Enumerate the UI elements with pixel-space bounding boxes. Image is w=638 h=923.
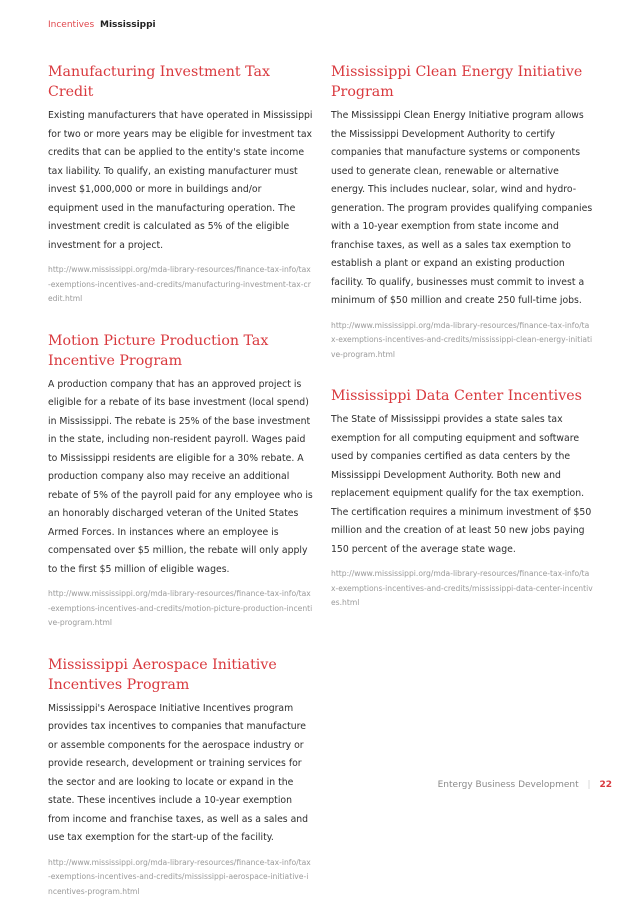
breadcrumb-current: Mississippi xyxy=(100,20,156,30)
section-clean-energy-initiative xyxy=(331,62,593,362)
section-body: A production company that has an approved project is eligible for a rebate of its base investment (local spend) in Mississippi. The rebate is 25% of the base investment in the state, including non-resident payroll. Wages paid to Mississippi residents are eligible for a 30% rebate. A production company also may receive an additional rebate of 5% of the payroll paid for any employee who is an honorably discharged veteran of the United States Armed Forces. In instances where an employee is compensated over $5 million, the rebate will only apply to the first $5 million of eligible wages. xyxy=(48,378,313,575)
section-title: Motion Picture Production Tax Incentive Program xyxy=(48,332,269,369)
section-link[interactable]: http://www.mississippi.org/mda-library-resources/finance-tax-info/tax-exemptions-incentives-and-credits/mississippi-aerospace-initiative-incentives-program.html xyxy=(48,857,311,896)
section-motion-picture-incentive xyxy=(48,331,313,631)
section-link[interactable]: http://www.mississippi.org/mda-library-resources/finance-tax-info/tax-exemptions-incentives-and-credits/manufacturing-investment-tax-credit.html xyxy=(48,265,311,303)
section-title: Mississippi Clean Energy Initiative Program xyxy=(331,64,583,100)
section-aerospace-initiative xyxy=(48,655,313,900)
footer-separator: | xyxy=(587,780,591,790)
section-title: Manufacturing Investment Tax Credit xyxy=(48,64,270,100)
page-footer xyxy=(438,780,612,790)
section-body: The Mississippi Clean Energy Initiative program allows the Mississippi Development Authority to certify companies that manufacture systems or components used to generate clean, renewable or alternative energy. This includes nuclear, solar, wind and hydro-generation. The program provides qualifying companies with a 10-year exemption from state income and franchise taxes, as well as a sales tax exemption to establish a plant or expand an existing production facility. To qualify, businesses must commit to invest a minimum of $50 million and create 250 full-time jobs. xyxy=(331,110,593,306)
breadcrumb xyxy=(48,20,156,30)
breadcrumb-parent[interactable]: Incentives xyxy=(48,20,95,30)
section-link[interactable]: http://www.mississippi.org/mda-library-resources/finance-tax-info/tax-exemptions-incentives-and-credits/mississippi-data-center-incentives.html xyxy=(331,569,593,607)
section-title: Mississippi Aerospace Initiative Incentives Program xyxy=(48,656,277,693)
section-manufacturing-tax-credit xyxy=(48,62,313,307)
section-body: Existing manufacturers that have operated in Mississippi for two or more years may be eligible for investment tax credits that can be applied to the entity's state income tax liability. To qualify, an existing manufacturer must invest $1,000,000 or more in buildings and/or equipment used in the manufacturing operation. The investment credit is calculated as 5% of the eligible investment for a project. xyxy=(48,110,313,251)
section-link[interactable]: http://www.mississippi.org/mda-library-resources/finance-tax-info/tax-exemptions-incentives-and-credits/motion-picture-production-incentive-program.html xyxy=(48,589,313,627)
right-column xyxy=(331,62,593,635)
footer-publisher: Entergy Business Development xyxy=(437,780,579,790)
left-column xyxy=(48,62,313,923)
section-title: Mississippi Data Center Incentives xyxy=(331,388,582,404)
page-number: 22 xyxy=(599,780,612,790)
section-data-center-incentives xyxy=(331,386,593,611)
section-body: The State of Mississippi provides a state sales tax exemption for all computing equipment and software used by companies certified as data centers by the Mississippi Development Authority. Both new and replacement equipment qualify for the tax exemption. The certification requires a minimum investment of $50 million and the creation of at least 50 new jobs paying 150 percent of the average state wage. xyxy=(331,414,592,555)
section-body: Mississippi's Aerospace Initiative Incentives program provides tax incentives to companies that manufacture or assemble components for the aerospace industry or provide research, development or training services for the sector and are looking to locate or expand in the state. These incentives include a 10-year exemption from income and franchise taxes, as well as a sales and use tax exemption for the start-up of the facility. xyxy=(48,702,309,843)
section-link[interactable]: http://www.mississippi.org/mda-library-resources/finance-tax-info/tax-exemptions-incentives-and-credits/mississippi-clean-energy-initiative-program.html xyxy=(331,320,593,359)
